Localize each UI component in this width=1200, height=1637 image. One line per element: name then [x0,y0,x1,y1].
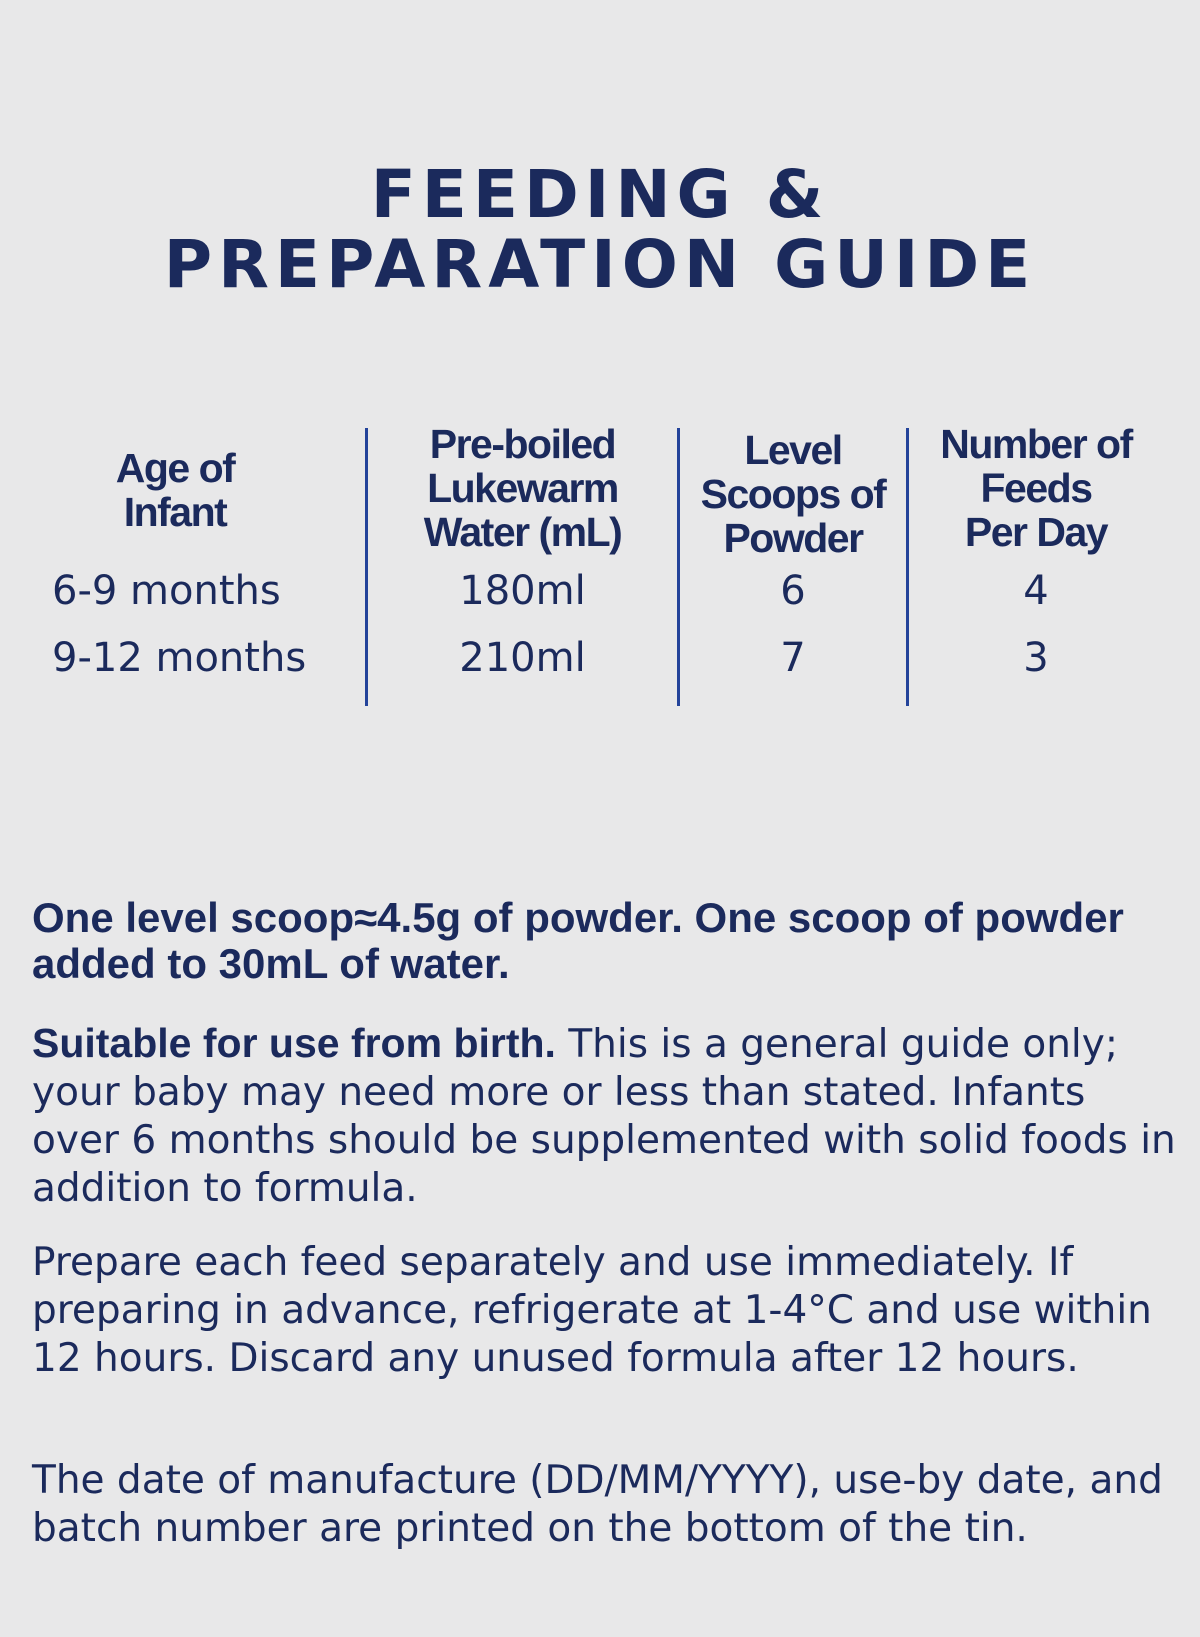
page-title-line-2: PREPARATION GUIDE [163,226,1037,303]
cell-water-row-2: 210ml [459,635,586,681]
preparation-note-text: Prepare each feed separately and use immediately. If preparing in advance, refrigerate at 1-4°C and use within 12 hours. Discard any unused formula after 12 hours. [32,1240,1152,1381]
column-divider-1 [365,428,368,706]
header-water-line-3: Water (mL) [423,509,622,555]
suitability-note [32,1020,1182,1212]
preparation-note [32,1238,1182,1382]
column-feeds [911,421,1161,706]
cell-scoops-row-1: 6 [780,568,806,614]
page-title [0,156,1200,303]
date-note [32,1456,1182,1552]
header-scoops-line-1: Level [744,427,842,473]
header-water-line-2: Lukewarm [427,465,618,511]
header-scoops-line-2: Scoops of [700,471,886,517]
header-water [370,422,675,554]
suitability-note-text: This is a general guide only; your baby may need more or less than stated. Infants over 6 months should be supplemented with solid foods in addition to formula. [32,1022,1176,1211]
header-age-line-2: Infant [123,489,227,535]
column-divider-3 [906,428,909,706]
header-feeds [911,422,1161,554]
header-feeds-line-2: Feeds [980,465,1092,511]
cell-age-row-2: 9-12 months [52,635,307,681]
column-water [370,421,675,706]
feeding-table [30,421,1170,706]
header-scoops-line-3: Powder [723,515,863,561]
column-age [30,428,320,706]
date-note-text: The date of manufacture (DD/MM/YYYY), use-by date, and batch number are printed on the bottom of the tin. [32,1458,1163,1551]
scoop-note: One level scoop≈4.5g of powder. One scoop of powder added to 30mL of water. [32,894,1124,987]
header-water-line-1: Pre-boiled [429,421,616,467]
header-age-line-1: Age of [115,445,235,491]
header-age [30,446,320,534]
column-scoops [682,428,904,706]
cell-feeds-row-2: 3 [1023,635,1049,681]
column-divider-2 [677,428,680,706]
cell-scoops-row-2: 7 [780,635,806,681]
header-feeds-line-1: Number of [940,421,1132,467]
cell-age-row-1: 6-9 months [52,568,281,614]
suitability-note-bold: Suitable for use from birth. [32,1020,556,1066]
cell-feeds-row-1: 4 [1023,568,1049,614]
cell-water-row-1: 180ml [459,568,586,614]
header-feeds-line-3: Per Day [964,509,1108,555]
page-title-line-1: FEEDING & [370,156,830,233]
header-scoops [682,428,904,560]
